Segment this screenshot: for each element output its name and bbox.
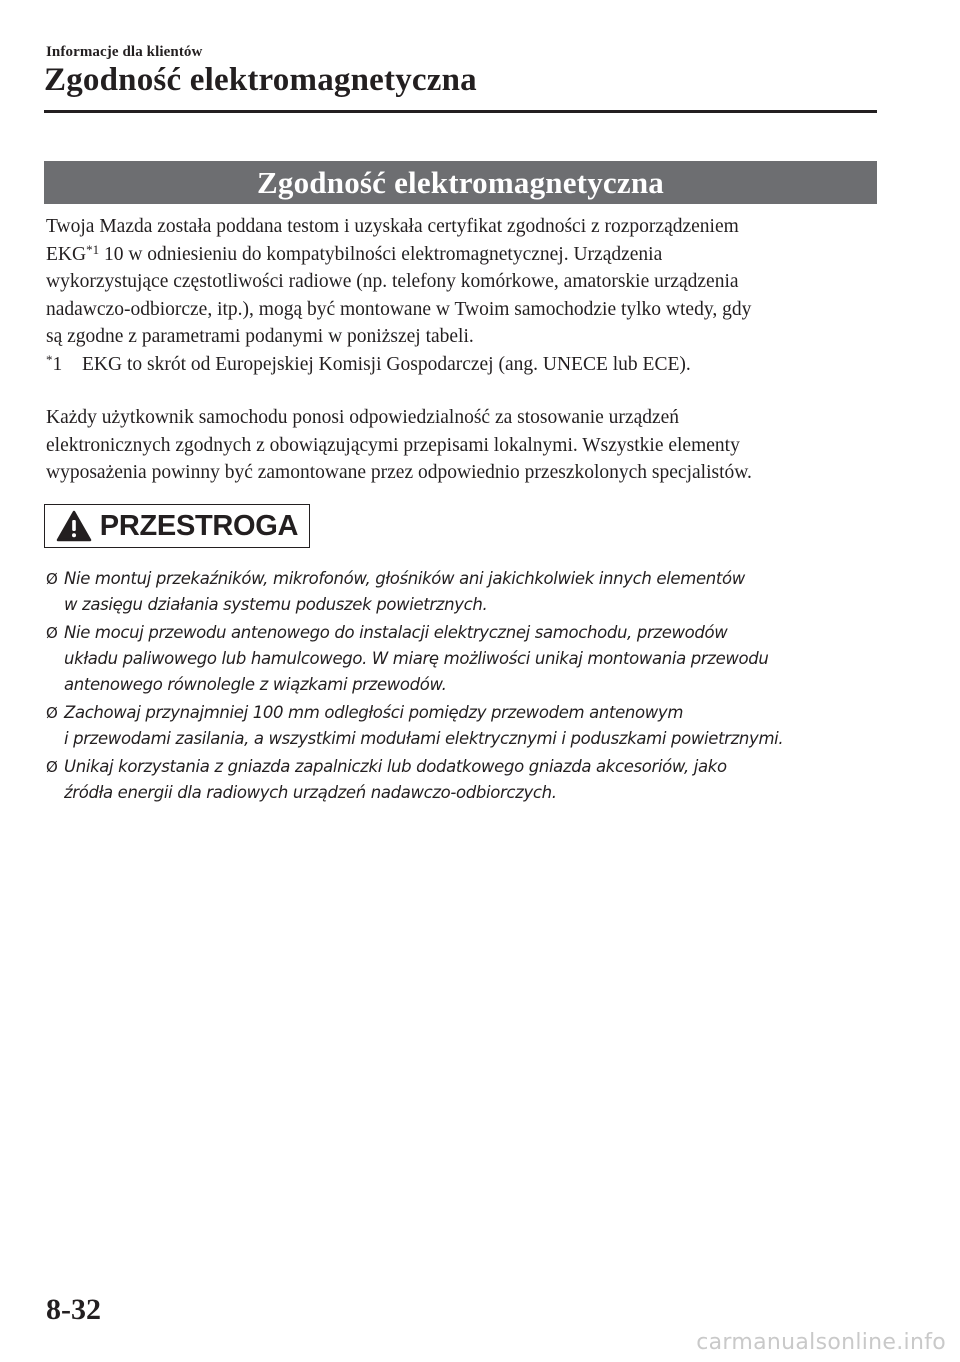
- footnote: [46, 351, 886, 379]
- intro-line: nadawczo-odbiorcze, itp.), mogą być montowane w Twoim samochodzie tylko wtedy, gdy: [46, 298, 752, 320]
- caution-label: PRZESTROGA: [99, 509, 299, 542]
- caution-item: [46, 620, 896, 698]
- intro-line-text: 10 w odniesieniu do kompatybilności elektromagnetycznej. Urządzenia: [99, 243, 663, 265]
- arrow-bullet-icon: Ø: [46, 758, 58, 776]
- footnote-asterisk: *: [46, 351, 53, 367]
- responsibility-line: elektronicznych zgodnych z obowiązującymi przepisami lokalnymi. Wszystkie elementy: [46, 434, 740, 456]
- footnote-text: EKG to skrót od Europejskiej Komisji Gospodarczej (ang. UNECE lub ECE).: [82, 353, 691, 375]
- caution-item: [46, 700, 896, 752]
- caution-header: [44, 504, 310, 548]
- caution-item: [46, 754, 896, 806]
- intro-line: Twoja Mazda została poddana testom i uzyskała certyfikat zgodności z rozporządzeniem: [46, 216, 739, 237]
- arrow-bullet-icon: Ø: [46, 624, 58, 642]
- caution-item-line: antenowego równolegle z wiązkami przewodów.: [64, 675, 447, 694]
- caution-item-line: i przewodami zasilania, a wszystkimi modułami elektrycznymi i poduszkami powietrznymi.: [64, 729, 784, 748]
- warning-triangle-icon: [56, 510, 92, 542]
- section-banner-title: Zgodność elektromagnetyczna: [257, 164, 664, 200]
- caution-item-line: Nie montuj przekaźników, mikrofonów, głośników ani jakichkolwiek innych elementów: [64, 569, 745, 588]
- footnote-marker: [46, 351, 82, 379]
- caution-list: [46, 566, 896, 808]
- caution-item-line: Unikaj korzystania z gniazda zapalniczki lub dodatkowego gniazda akcesoriów, jako: [64, 757, 727, 776]
- intro-line: wykorzystujące częstotliwości radiowe (np. telefony komórkowe, amatorskie urządzenia: [46, 271, 739, 292]
- title-divider: [44, 110, 877, 113]
- section-banner: [44, 161, 877, 204]
- ekg-abbr: EKG: [46, 243, 87, 265]
- intro-line: są zgodne z parametrami podanymi w poniższej tabeli.: [46, 326, 474, 347]
- arrow-bullet-icon: Ø: [46, 704, 58, 722]
- footnote-ref: *1: [86, 241, 100, 257]
- caution-item-line: w zasięgu działania systemu poduszek powietrznych.: [64, 595, 488, 614]
- running-header: Informacje dla klientów: [46, 44, 203, 60]
- responsibility-line: Każdy użytkownik samochodu ponosi odpowiedzialność za stosowanie urządzeń: [46, 407, 680, 428]
- caution-item-line: źródła energii dla radiowych urządzeń nadawczo-odbiorczych.: [64, 783, 557, 802]
- page-number: 8-32: [46, 1293, 101, 1326]
- responsibility-paragraph: [46, 404, 886, 487]
- caution-item-line: Nie mocuj przewodu antenowego do instalacji elektrycznej samochodu, przewodów: [64, 623, 728, 642]
- caution-item: [46, 566, 896, 618]
- caution-item-line: układu paliwowego lub hamulcowego. W miarę możliwości unikaj montowania przewodu: [64, 649, 769, 668]
- watermark: carmanualsonline.info: [696, 1330, 946, 1355]
- responsibility-line: wyposażenia powinny być zamontowane przez odpowiednio przeszkolonych specjalistów.: [46, 462, 752, 483]
- footnote-number: 1: [52, 353, 63, 375]
- page-title: Zgodność elektromagnetyczna: [44, 62, 477, 98]
- caution-item-line: Zachowaj przynajmniej 100 mm odległości pomiędzy przewodem antenowym: [64, 703, 684, 722]
- intro-line: [46, 241, 886, 269]
- arrow-bullet-icon: Ø: [46, 570, 58, 588]
- intro-paragraph: [46, 213, 886, 378]
